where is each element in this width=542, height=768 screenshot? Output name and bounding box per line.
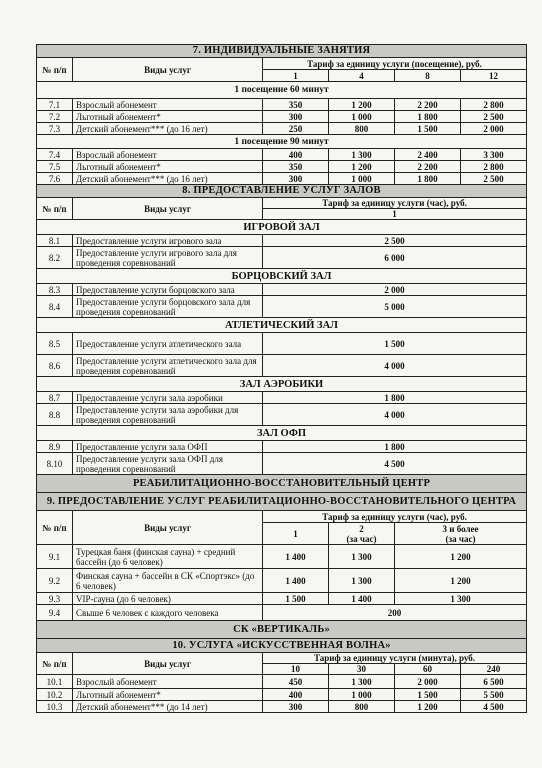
row-price: 2 200 [395, 161, 461, 173]
col-service-header: Виды услуг [73, 653, 263, 675]
row-number: 8.8 [37, 404, 73, 426]
row-price: 300 [263, 173, 329, 185]
row-price: 2 000 [461, 123, 527, 135]
row-price: 2 400 [395, 149, 461, 161]
row-price: 1 300 [329, 675, 395, 689]
table-row [37, 392, 527, 404]
row-number: 10.3 [37, 701, 73, 713]
table-row [37, 149, 527, 161]
table-row [37, 235, 527, 247]
col-tariff-header: Тариф за единицу услуги (минута), руб. [263, 653, 527, 664]
row-price: 1 000 [329, 111, 395, 123]
col-tariff-header: Тариф за единицу услуги (посещение), руб. [263, 58, 527, 70]
col-hours-2: 2 (за час) [329, 523, 395, 545]
row-price: 200 [263, 605, 527, 621]
section-title: 8. ПРЕДОСТАВЛЕНИЕ УСЛУГ ЗАЛОВ [37, 185, 527, 198]
row-service: Детский абонемент*** (до 14 лет) [73, 701, 263, 713]
row-price: 300 [263, 701, 329, 713]
row-price: 1 400 [329, 593, 395, 605]
row-price: 4 500 [263, 453, 527, 475]
col-visits: 4 [329, 70, 395, 82]
row-service: Предоставление услуги зала аэробики [73, 392, 263, 404]
section-10-header [37, 639, 527, 653]
row-price: 1 300 [329, 545, 395, 569]
row-price: 1 300 [329, 569, 395, 593]
row-price: 4 000 [263, 355, 527, 377]
row-price: 1 800 [263, 441, 527, 453]
row-service: Взрослый абонемент [73, 99, 263, 111]
table-row [37, 701, 527, 713]
row-price: 3 300 [461, 149, 527, 161]
col-service-header: Виды услуг [73, 511, 263, 545]
row-price: 1 000 [329, 173, 395, 185]
hall-title: ЗАЛ ОФП [37, 426, 527, 441]
col-number-header: № п/п [37, 653, 73, 675]
table-row [37, 441, 527, 453]
row-price: 1 200 [395, 545, 527, 569]
row-price: 2 200 [395, 99, 461, 111]
row-service: Предоставление услуги атлетического зала [73, 333, 263, 355]
col-service-header: Виды услуг [73, 58, 263, 82]
row-price: 1 400 [263, 545, 329, 569]
col-hours-1: 1 [263, 523, 329, 545]
table-row [37, 404, 527, 426]
row-price: 4 000 [263, 404, 527, 426]
row-price: 1 800 [395, 111, 461, 123]
vertical-header [37, 621, 527, 639]
table-row [37, 284, 527, 296]
section-title: 10. УСЛУГА «ИСКУССТВЕННАЯ ВОЛНА» [37, 639, 527, 653]
row-number: 9.1 [37, 545, 73, 569]
col-visits: 12 [461, 70, 527, 82]
row-number: 8.5 [37, 333, 73, 355]
col-minutes: 30 [329, 664, 395, 675]
block-title: 1 посещение 60 минут [37, 82, 527, 99]
row-number: 10.1 [37, 675, 73, 689]
row-price: 1 400 [263, 569, 329, 593]
row-number: 7.3 [37, 123, 73, 135]
hall-title: ИГРОВОЙ ЗАЛ [37, 220, 527, 235]
row-price: 6 000 [263, 247, 527, 269]
hall-title: ЗАЛ АЭРОБИКИ [37, 377, 527, 392]
row-price: 300 [263, 111, 329, 123]
row-price: 2 000 [263, 284, 527, 296]
row-service: Предоставление услуги атлетического зала для проведения соревнований [73, 355, 263, 377]
table-row [37, 453, 527, 475]
row-service: Финская сауна + бассейн в СК «Спортэкс» (до 6 человек) [73, 569, 263, 593]
table-row [37, 123, 527, 135]
col-tariff-header: Тариф за единицу услуги (час), руб. [263, 198, 527, 209]
row-number: 8.1 [37, 235, 73, 247]
col-visits: 8 [395, 70, 461, 82]
row-price: 350 [263, 161, 329, 173]
row-service: Взрослый абонемент [73, 149, 263, 161]
table-row [37, 173, 527, 185]
table-row [37, 99, 527, 111]
row-number: 9.2 [37, 569, 73, 593]
row-service: Детский абонемент*** (до 16 лет) [73, 173, 263, 185]
table-row [37, 545, 527, 569]
row-price: 2 500 [461, 173, 527, 185]
row-price: 1 200 [395, 569, 527, 593]
row-price: 5 500 [461, 689, 527, 701]
row-price: 800 [329, 123, 395, 135]
row-price: 1 500 [263, 593, 329, 605]
section-9-header [37, 493, 527, 511]
row-price: 2 500 [263, 235, 527, 247]
col-service-header: Виды услуг [73, 198, 263, 220]
row-price: 1 500 [395, 123, 461, 135]
table-row [37, 111, 527, 123]
row-number: 7.6 [37, 173, 73, 185]
hall-title: БОРЦОВСКИЙ ЗАЛ [37, 269, 527, 284]
block-title: 1 посещение 90 минут [37, 135, 527, 149]
row-service: Предоставление услуги зала ОФП [73, 441, 263, 453]
row-service: Предоставление услуги игрового зала [73, 235, 263, 247]
row-number: 7.5 [37, 161, 73, 173]
section-title: 9. ПРЕДОСТАВЛЕНИЕ УСЛУГ РЕАБИЛИТАЦИОННО-ВОССТАНОВИТЕЛЬНОГО ЦЕНТРА [37, 493, 527, 511]
row-price: 1 000 [329, 689, 395, 701]
row-price: 4 500 [461, 701, 527, 713]
row-number: 8.7 [37, 392, 73, 404]
row-price: 400 [263, 689, 329, 701]
row-number: 10.2 [37, 689, 73, 701]
row-number: 7.2 [37, 111, 73, 123]
row-price: 1 800 [395, 173, 461, 185]
col-tariff-header: Тариф за единицу услуги (час), руб. [263, 511, 527, 523]
col-hours-3: 3 и более (за час) [395, 523, 527, 545]
row-service: Турецкая баня (финская сауна) + средний бассейн (до 6 человек) [73, 545, 263, 569]
hall-title: АТЛЕТИЧЕСКИЙ ЗАЛ [37, 318, 527, 333]
row-price: 2 800 [461, 161, 527, 173]
table-row [37, 247, 527, 269]
row-number: 8.9 [37, 441, 73, 453]
col-visits: 1 [263, 70, 329, 82]
row-service: Свыше 6 человек с каждого человека [73, 605, 263, 621]
section-title: СК «ВЕРТИКАЛЬ» [37, 621, 527, 639]
row-number: 9.4 [37, 605, 73, 621]
row-number: 7.1 [37, 99, 73, 111]
row-number: 8.4 [37, 296, 73, 318]
row-price: 1 800 [263, 392, 527, 404]
row-price: 1 500 [263, 333, 527, 355]
row-price: 2 500 [461, 111, 527, 123]
row-number: 8.10 [37, 453, 73, 475]
table-row [37, 569, 527, 593]
row-service: Льготный абонемент* [73, 161, 263, 173]
row-price: 450 [263, 675, 329, 689]
price-document [36, 44, 526, 713]
row-service: Льготный абонемент* [73, 689, 263, 701]
col-minutes: 10 [263, 664, 329, 675]
col-minutes: 240 [461, 664, 527, 675]
row-price: 1 200 [395, 701, 461, 713]
row-price: 1 300 [395, 593, 527, 605]
row-service: Детский абонемент*** (до 16 лет) [73, 123, 263, 135]
table-row [37, 161, 527, 173]
row-service: Взрослый абонемент [73, 675, 263, 689]
section-8-header [37, 185, 527, 198]
row-price: 350 [263, 99, 329, 111]
col-number-header: № п/п [37, 511, 73, 545]
table-row [37, 355, 527, 377]
table-row [37, 593, 527, 605]
row-price: 1 500 [395, 689, 461, 701]
col-number-header: № п/п [37, 58, 73, 82]
row-price: 2 000 [395, 675, 461, 689]
row-price: 800 [329, 701, 395, 713]
table-row [37, 675, 527, 689]
section-7-header [37, 45, 527, 58]
row-price: 1 200 [329, 161, 395, 173]
row-price: 250 [263, 123, 329, 135]
section-title: 7. ИНДИВИДУАЛЬНЫЕ ЗАНЯТИЯ [37, 45, 527, 58]
row-service: Предоставление услуги борцовского зала [73, 284, 263, 296]
row-service: Предоставление услуги зала ОФП для проведения соревнований [73, 453, 263, 475]
row-service: Льготный абонемент* [73, 111, 263, 123]
row-service: Предоставление услуги игрового зала для проведения соревнований [73, 247, 263, 269]
rehab-center-header [37, 475, 527, 493]
row-number: 8.3 [37, 284, 73, 296]
row-price: 1 300 [329, 149, 395, 161]
col-minutes: 60 [395, 664, 461, 675]
row-number: 7.4 [37, 149, 73, 161]
row-price: 5 000 [263, 296, 527, 318]
row-service: VIP-сауна (до 6 человек) [73, 593, 263, 605]
row-service: Предоставление услуги борцовского зала для проведения соревнований [73, 296, 263, 318]
col-number-header: № п/п [37, 198, 73, 220]
row-service: Предоставление услуги зала аэробики для проведения соревнований [73, 404, 263, 426]
table-row [37, 689, 527, 701]
row-number: 8.6 [37, 355, 73, 377]
table-row [37, 605, 527, 621]
row-price: 2 800 [461, 99, 527, 111]
table-row [37, 296, 527, 318]
price-table [36, 44, 527, 713]
row-number: 8.2 [37, 247, 73, 269]
row-price: 6 500 [461, 675, 527, 689]
row-price: 1 200 [329, 99, 395, 111]
section-title: РЕАБИЛИТАЦИОННО-ВОССТАНОВИТЕЛЬНЫЙ ЦЕНТР [37, 475, 527, 493]
col-unit: 1 [263, 209, 527, 220]
row-price: 400 [263, 149, 329, 161]
row-number: 9.3 [37, 593, 73, 605]
table-row [37, 333, 527, 355]
